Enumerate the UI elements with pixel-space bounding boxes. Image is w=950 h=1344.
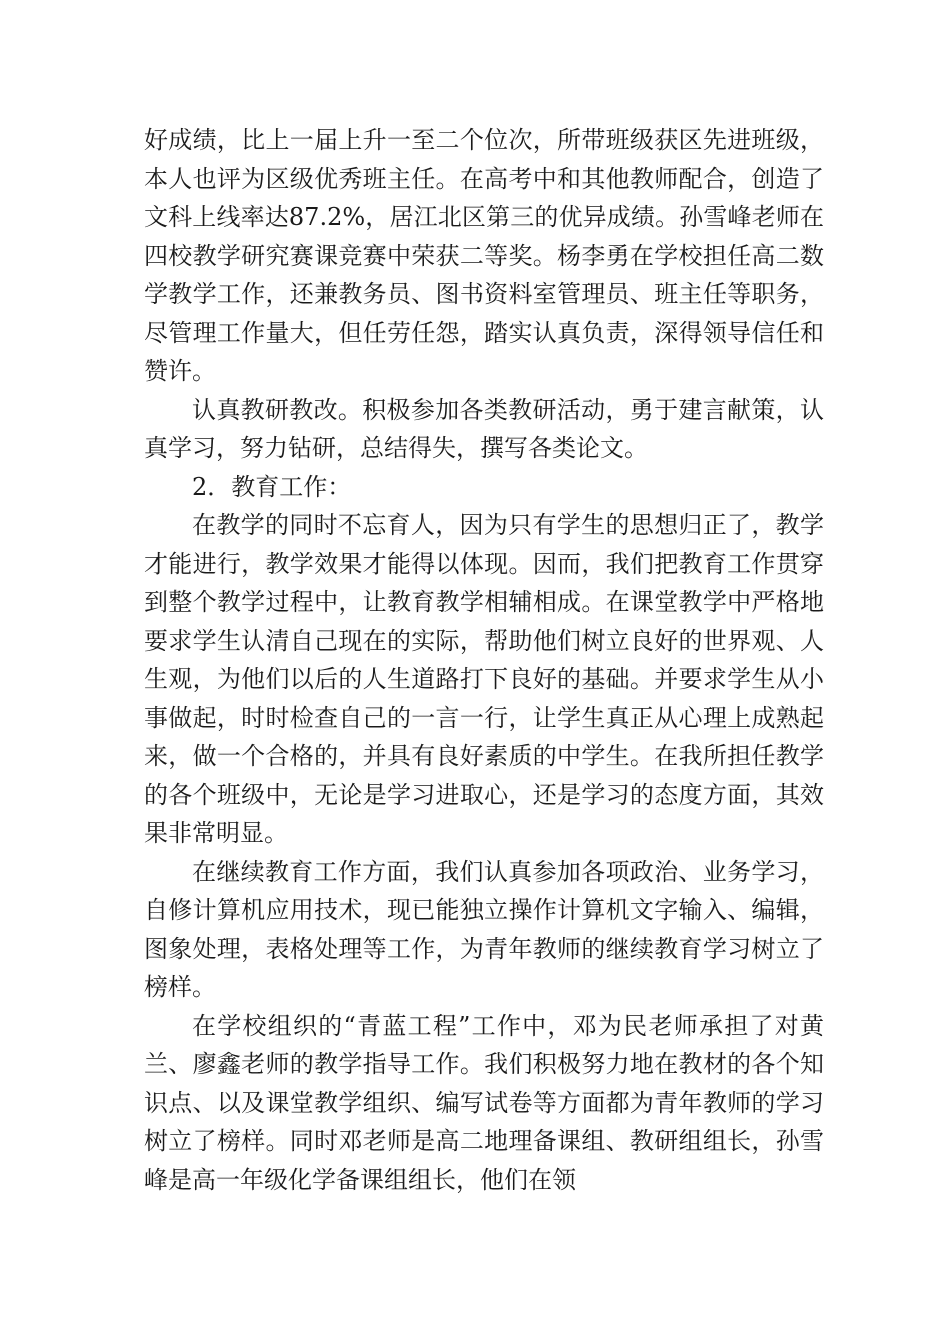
paragraph-moral-education: 在教学的同时不忘育人，因为只有学生的思想归正了，教学才能进行，教学效果才能得以体现。因而，我们把教育工作贯穿到整个教学过程中，让教育教学相辅相成。在课堂教学中严格地要求学生认清自己现在的实际，帮助他们树立良好的世界观、人生观，为他们以后的人生道路打下良好的基础。并要求学生从小事做起，时时检查自己的一言一行，让学生真正从心理上成熟起来，做一个合格的，并具有良好素质的中学生。在我所担任教学的各个班级中，无论是学习进取心，还是学习的态度方面，其效果非常明显。 [144,511,824,847]
document-page [144,121,824,1199]
paragraph-achievements: 好成绩，比上一届上升一至二个位次，所带班级获区先进班级，本人也评为区级优秀班主任。在高考中和其他教师配合，创造了文科上线率达87.2%，居江北区第三的优异成绩。孙雪峰老师在四校教学研究赛课竞赛中荣获二等奖。杨李勇在学校担任高二数学教学工作，还兼教务员、图书资料室管理员、班主任等职务，尽管理工作量大，但任劳任怨，踏实认真负责，深得领导信任和赞许。 [144,126,824,385]
paragraph-teaching-research: 认真教研教改。积极参加各类教研活动，勇于建言献策，认真学习，努力钻研，总结得失，撰写各类论文。 [144,395,824,462]
paragraph-continuing-education: 在继续教育工作方面，我们认真参加各项政治、业务学习，自修计算机应用技术，现已能独立操作计算机文字输入、编辑，图象处理，表格处理等工作，为青年教师的继续教育学习树立了榜样。 [144,857,824,1001]
section-heading-education-work: 2．教育工作： [192,472,352,501]
paragraph-qinglan-project: 在学校组织的“青蓝工程”工作中，邓为民老师承担了对黄兰、廖鑫老师的教学指导工作。我们积极努力地在教材的各个知识点、以及课堂教学组织、编写试卷等方面都为青年教师的学习树立了榜样。同时邓老师是高二地理备课组、教研组组长，孙雪峰是高一年级化学备课组组长，他们在领 [144,1011,824,1194]
